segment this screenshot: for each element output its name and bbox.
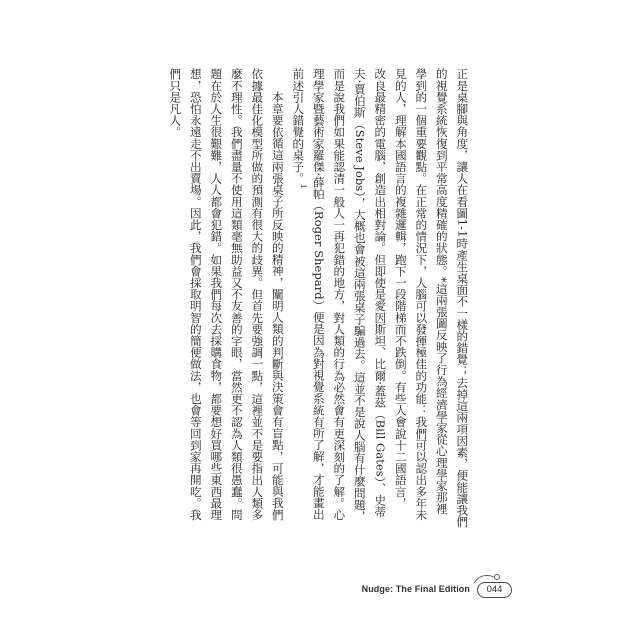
text-column: 學到的一個重要觀點。在正常的情況下，人腦可以發揮極佳的功能：我們可以認出多年未	[414, 68, 429, 521]
page-body	[165, 68, 473, 542]
footnote-marker: 1	[299, 184, 308, 189]
text-column: 想，恐怕永遠走不出賣場。因此，我們會採取明智的簡便做法，也會等回到家再開吃。我	[188, 68, 203, 521]
paragraph-start-column: 本章要依循這兩張桌子所反映的精神，闡明人類的判斷與決策會有盲點，可能與我們	[270, 91, 285, 521]
text-column: 麼不理性。我們盡量不使用這類毫無助益又不友善的字眼，當然更不認為人類很愚蠢。問	[229, 68, 244, 521]
text-column-content: 前述引人錯覺的桌子。	[291, 68, 306, 184]
text-column: 改良最精密的電腦，創造出相對論。但即使是愛因斯坦、比爾·蓋茲（Bill Gates）、史蒂	[373, 68, 388, 518]
text-column: 見的人，理解本國語言的複雜邏輯，跑下一段階梯而不跌倒。有些人會說十二國語言，	[393, 68, 408, 509]
text-column	[288, 68, 309, 542]
text-column: 題在於人生很艱難，人人都會犯錯。如果我們每次去採購食物，都要想好買哪些東西最理	[209, 68, 224, 521]
text-column: 夫·賈伯斯（Steve Jobs），大概也會被這兩張桌子騙過去。這並不是說人腦有什麼問題，	[352, 68, 367, 522]
text-column: 而是說我們如果能認清一般人一再犯錯的地方，對人類的行為必然會有更深刻的了解。心	[332, 68, 347, 521]
text-column: 理學家暨藝術家羅傑·薛帕（Roger Shepard）便是因為對視覺系統有所了解，才能畫出	[311, 68, 326, 521]
text-column: 依據最佳化模型所做的預測有很大的歧異。但首先要強調一點，這裡並不是要指出人類多	[250, 68, 265, 521]
text-column: 的視覺系統恢復到平常高度精確的狀態。*這兩張圖反映了行為經濟學家從心理學家那裡	[434, 68, 449, 515]
text-column: 正是桌腳與角度，讓人在看圖1-1時產生桌面不一樣的錯覺；去掉這兩項因素，便能讓我們	[455, 68, 470, 528]
page-number: 044	[477, 582, 512, 598]
text-column: 們只是凡人。	[168, 68, 183, 138]
running-title: Nudge: The Final Edition	[361, 584, 470, 594]
